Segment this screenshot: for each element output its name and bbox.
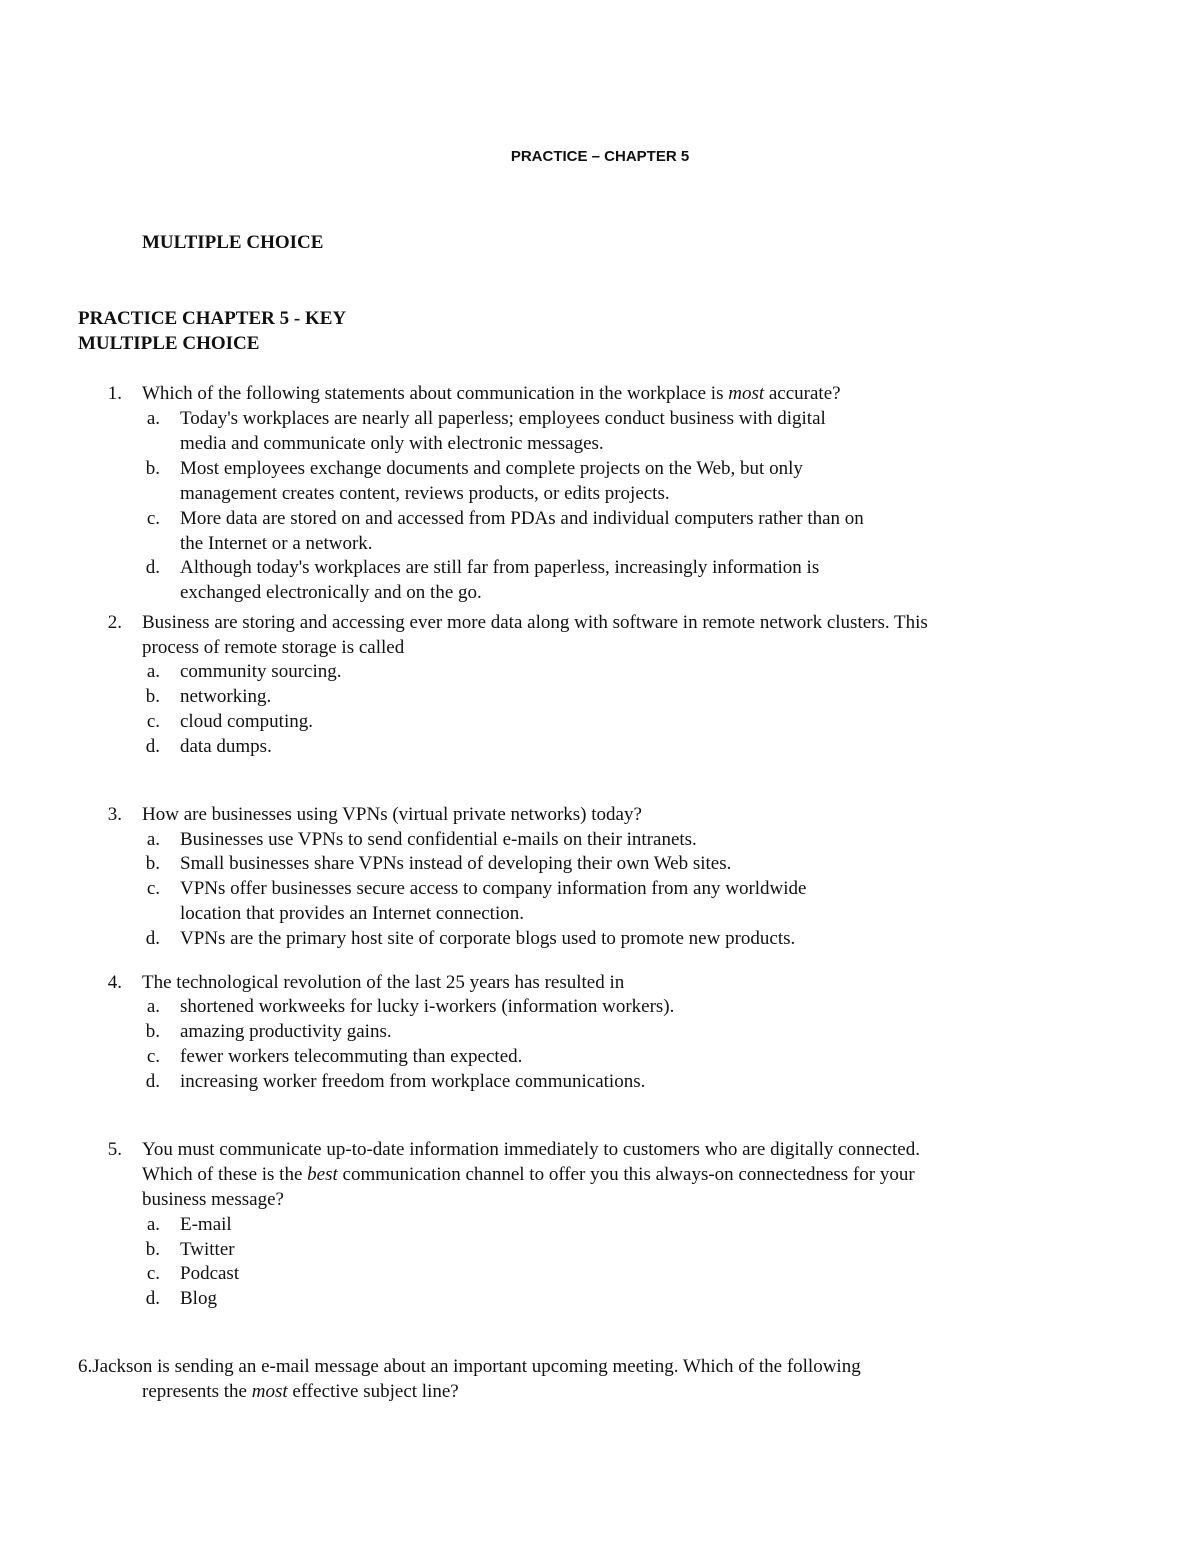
option-letter: a. [146, 996, 160, 1017]
question-stem: How are businesses using VPNs (virtual private networks) today? [142, 804, 642, 825]
option-text: Businesses use VPNs to send confidential e-mails on their intranets. [180, 829, 697, 850]
option-letter: b. [145, 1021, 160, 1042]
option-letter: d. [145, 1071, 160, 1092]
question-number: 4. [107, 972, 122, 993]
option-letter: a. [146, 829, 160, 850]
question-stem: You must communicate up-to-date information immediately to customers who are digitally connected. [142, 1139, 920, 1160]
question-stem: Which of the following statements about communication in the workplace is most accurate? [142, 383, 841, 404]
option-text: Small businesses share VPNs instead of developing their own Web sites. [180, 853, 732, 874]
option-text: management creates content, reviews products, or edits projects. [180, 483, 670, 504]
option-text: increasing worker freedom from workplace communications. [180, 1071, 646, 1092]
option-letter: d. [145, 928, 160, 949]
option-text: cloud computing. [180, 711, 313, 732]
question-number: 1. [107, 383, 122, 404]
option-text: More data are stored on and accessed from PDAs and individual computers rather than on [180, 508, 864, 529]
option-letter: d. [145, 557, 160, 578]
question-number: 6. [78, 1356, 93, 1377]
option-text: exchanged electronically and on the go. [180, 582, 482, 603]
option-text: media and communicate only with electronic messages. [180, 433, 604, 454]
option-text: Today's workplaces are nearly all paperless; employees conduct business with digital [180, 408, 826, 429]
question-stem: Which of these is the best communication channel to offer you this always-on connectedness for your [142, 1164, 915, 1185]
option-text: E-mail [180, 1214, 232, 1235]
option-text: amazing productivity gains. [180, 1021, 392, 1042]
option-letter: b. [145, 1239, 160, 1260]
option-letter: b. [145, 686, 160, 707]
option-text: the Internet or a network. [180, 533, 373, 554]
option-letter: d. [145, 1288, 160, 1309]
option-text: Twitter [180, 1239, 235, 1260]
question-stem: Business are storing and accessing ever more data along with software in remote network clusters. This [142, 612, 928, 633]
key-subheading: MULTIPLE CHOICE [78, 333, 260, 354]
option-letter: d. [145, 736, 160, 757]
question-stem: process of remote storage is called [142, 637, 405, 658]
option-text: Most employees exchange documents and complete projects on the Web, but only [180, 458, 803, 479]
option-letter: a. [146, 408, 160, 429]
option-letter: c. [146, 1263, 160, 1284]
option-letter: b. [145, 458, 160, 479]
option-text: Podcast [180, 1263, 240, 1284]
option-text: Although today's workplaces are still far from paperless, increasingly information is [180, 557, 820, 578]
option-letter: a. [146, 661, 160, 682]
option-letter: c. [146, 878, 160, 899]
option-text: VPNs are the primary host site of corporate blogs used to promote new products. [180, 928, 796, 949]
option-letter: c. [146, 711, 160, 732]
option-text: location that provides an Internet connection. [180, 903, 524, 924]
option-letter: c. [146, 1046, 160, 1067]
question-stem: The technological revolution of the last 25 years has resulted in [142, 972, 625, 993]
option-text: fewer workers telecommuting than expected. [180, 1046, 523, 1067]
option-letter: c. [146, 508, 160, 529]
question-number: 5. [107, 1139, 122, 1160]
option-text: VPNs offer businesses secure access to company information from any worldwide [180, 878, 807, 899]
question-number: 3. [107, 804, 122, 825]
page-title: PRACTICE – CHAPTER 5 [510, 148, 690, 165]
section-heading: MULTIPLE CHOICE [142, 232, 324, 253]
question-stem: represents the most effective subject line? [142, 1381, 459, 1402]
question-stem: 6.Jackson is sending an e-mail message about an important upcoming meeting. Which of the following [78, 1356, 861, 1377]
option-text: community sourcing. [180, 661, 342, 682]
option-letter: a. [146, 1214, 160, 1235]
option-text: networking. [180, 686, 272, 707]
question-number: 2. [107, 612, 122, 633]
option-letter: b. [145, 853, 160, 874]
question-stem: business message? [142, 1189, 284, 1210]
option-text: Blog [180, 1288, 217, 1309]
option-text: data dumps. [180, 736, 272, 757]
option-text: shortened workweeks for lucky i-workers (information workers). [180, 996, 675, 1017]
key-heading: PRACTICE CHAPTER 5 - KEY [78, 308, 347, 329]
